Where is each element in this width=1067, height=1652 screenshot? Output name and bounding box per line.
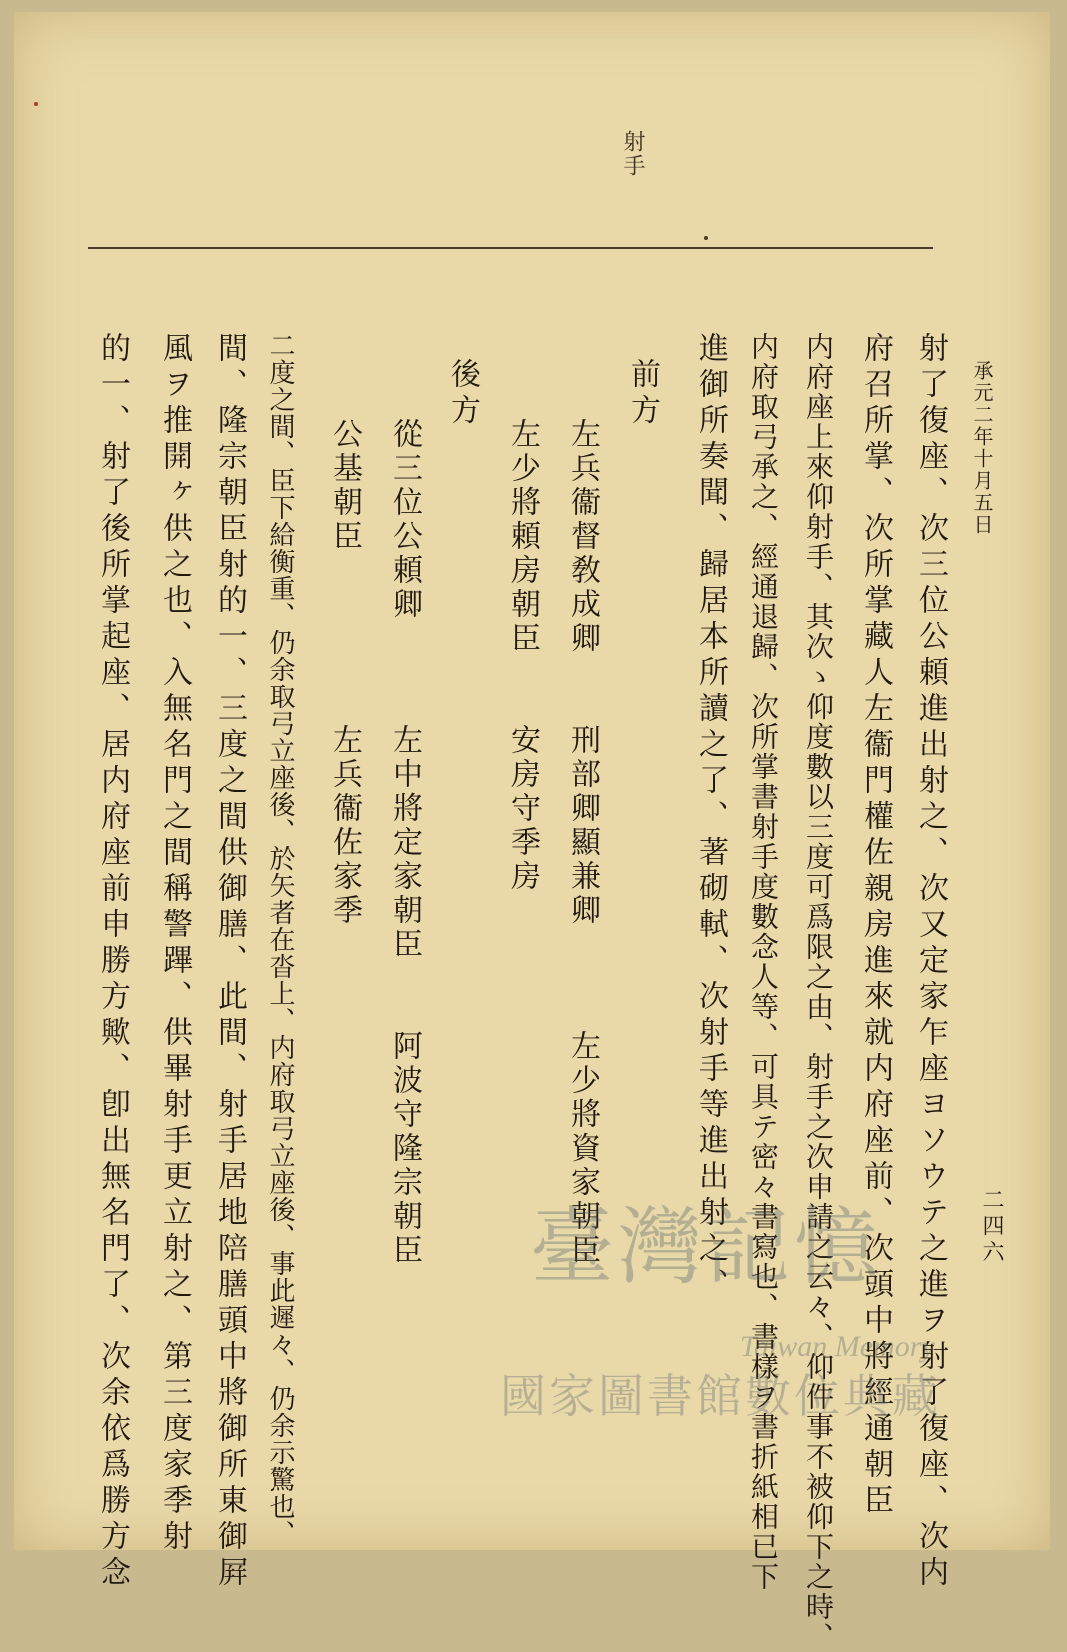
text-column-1: 射了復座、次三位公頼進出射之、次又定家乍座ヨソウテ之進ヲ射了復座、次内 bbox=[913, 332, 948, 1592]
text-column-4: 内府取弓承之、經通退歸、次所掌書射手度數念人等、可具テ密々書寫也、書樣ヲ書折紙相已下 bbox=[747, 332, 780, 1592]
text-column-5: 進御所奏聞、歸居本所讀之了、著砌軾、次射手等進出射之、 bbox=[693, 332, 728, 1304]
roster-back-1: 從三位公頼卿 左中將定家朝臣 阿波守隆宗朝臣 bbox=[387, 418, 422, 1268]
text-column-14: 風ヲ推開ヶ供之也、入無名門之間稱警蹕、供畢射手更立射之、第三度家季射 bbox=[157, 332, 192, 1556]
roster-front-1: 左兵衞督敎成卿 刑部卿顯兼卿 左少將資家朝臣 bbox=[565, 418, 600, 1268]
running-head: 射手 bbox=[620, 130, 645, 178]
date-line: 承元二年十月五日 bbox=[970, 360, 994, 536]
watermark-latin: Taiwan Memory bbox=[740, 1330, 935, 1363]
section-front: 前方 bbox=[625, 358, 660, 430]
section-back: 後方 bbox=[445, 358, 480, 430]
text-column-13: 間、隆宗朝臣射的一、三度之間供御膳、此間、射手居地陪膳頭中將御所東御屛 bbox=[212, 332, 247, 1592]
ink-speck bbox=[34, 102, 38, 106]
text-column-15: 的一、射了後所掌起座、居内府座前申勝方歟、卽出無名門了、次余依爲勝方念 bbox=[95, 332, 130, 1592]
text-column-2: 府召所掌、次所掌藏人左衞門權佐親房進來就内府座前、次頭中將經通朝臣 bbox=[858, 332, 893, 1520]
text-column-12: 二度之間、臣下給衡重、仍余取弓立座後、於矢者在沓上、内府取弓立座後、事此遲々、仍余示驚也、 bbox=[265, 332, 295, 1547]
roster-back-2: 公基朝臣 左兵衞佐家季 bbox=[327, 418, 362, 928]
rule-dot bbox=[704, 236, 708, 240]
header-rule bbox=[88, 247, 933, 249]
watermark-org: 國家圖書館數位典藏 bbox=[500, 1369, 941, 1423]
roster-front-2: 左少將頼房朝臣 安房守季房 bbox=[505, 418, 540, 894]
folio: 二四六 bbox=[979, 1188, 1004, 1266]
watermark-cursive: 臺灣記憶 bbox=[530, 1198, 883, 1296]
text-column-3: 内府座上來仰射手、其次ゝ仰度數以三度可爲限之由、射手之次申請之云々、仰件事不被仰下之時、 bbox=[802, 332, 835, 1652]
